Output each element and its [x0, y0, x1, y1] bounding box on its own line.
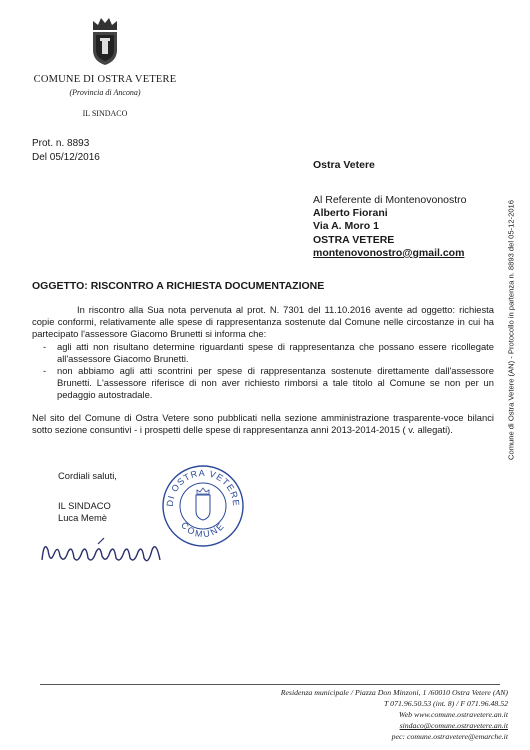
- provincia-label: (Provincia di Ancona): [69, 88, 141, 97]
- signature-title: IL SINDACO: [58, 500, 111, 511]
- footer-phone: T 071.96.50.53 (int. 8) / F 071.96.48.52: [384, 699, 508, 708]
- stamp-top-text: DI OSTRA VETERE: [164, 467, 242, 508]
- footer-pec-link[interactable]: pec: comune.ostravetere@emarche.it: [391, 732, 508, 741]
- letter-body: [32, 304, 494, 436]
- subject-heading: OGGETTO: RISCONTRO A RICHIESTA DOCUMENTAZIONE: [32, 280, 325, 292]
- recipient-block: [313, 194, 467, 260]
- footer-block: [190, 687, 508, 742]
- footer-divider: [40, 684, 500, 685]
- footer-address: Residenza municipale / Piazza Don Minzoni, 1 /60010 Ostra Vetere (AN): [280, 688, 508, 697]
- recipient-city: OSTRA VETERE: [313, 233, 395, 246]
- protocol-side-note: [504, 120, 518, 540]
- recipient-name: Alberto Fiorani: [313, 207, 388, 220]
- svg-text:COMUNE: [179, 520, 227, 539]
- protocol-block: [32, 137, 100, 165]
- sindaco-heading: IL SINDACO: [82, 109, 128, 118]
- place-heading: Ostra Vetere: [313, 159, 375, 171]
- recipient-line1: Al Referente di Montenovonostro: [313, 194, 467, 206]
- recipient-address: Via A. Moro 1: [313, 220, 379, 233]
- bullet-list: [32, 341, 494, 402]
- protocol-date: Del 05/12/2016: [32, 152, 100, 163]
- body-paragraph-2: Nel sito del Comune di Ostra Vetere sono pubblicati nella sezione amministrazione trasparente-voce bilanci sotto sezione consuntivi - i prospetti delle spese di rappresentanza anni 2013-2014-2015 ( v. allegati).: [32, 411, 494, 435]
- bullet-item-1: - agli atti non risultano determine riguardanti spese di rappresentanza che possano essere ricollegate all'assessore Giacomo Brunetti.: [57, 341, 494, 365]
- recipient-email-link[interactable]: montenovonostro@gmail.com: [313, 246, 465, 259]
- side-note-text: Comune di Ostra Vetere (AN) - Protocollo in partenza n. 8893 del 05-12-2016: [506, 199, 516, 461]
- comune-name: COMUNE DI OSTRA VETERE: [33, 74, 177, 85]
- footer-email-link[interactable]: sindaco@comune.ostravetere.an.it: [399, 721, 508, 730]
- protocol-number: Prot. n. 8893: [32, 138, 90, 149]
- municipal-crest-icon: [88, 16, 122, 66]
- footer-web-link[interactable]: Web www.comune.ostravetere.an.it: [398, 710, 508, 719]
- handwritten-signature-icon: [38, 530, 168, 570]
- body-intro: In riscontro alla Sua nota pervenuta al prot. N. 7301 del 11.10.2016 avente ad oggetto: richiesta copie conformi, relativamente alle spese di rappresentanza sostenute dal Comune nelle circostanze in cui ha partecipato l'assessore Giacomo Brunetti si informa che:: [32, 304, 494, 340]
- signature-name: Luca Memè: [58, 512, 107, 523]
- closing-text: Cordiali saluti,: [58, 470, 117, 481]
- stamp-bottom-text: COMUNE: [179, 520, 227, 540]
- official-stamp-icon: [160, 463, 246, 549]
- signature-block: [58, 500, 111, 524]
- bullet-item-2: - non abbiamo agli atti scontrini per spese di rappresentanza sostenute direttamente dall'assessore Brunetti. L'assessore riferisce di non aver richiesto rimborsi a tale titolo al Comune se non per un pedaggio autostradale.: [57, 365, 494, 402]
